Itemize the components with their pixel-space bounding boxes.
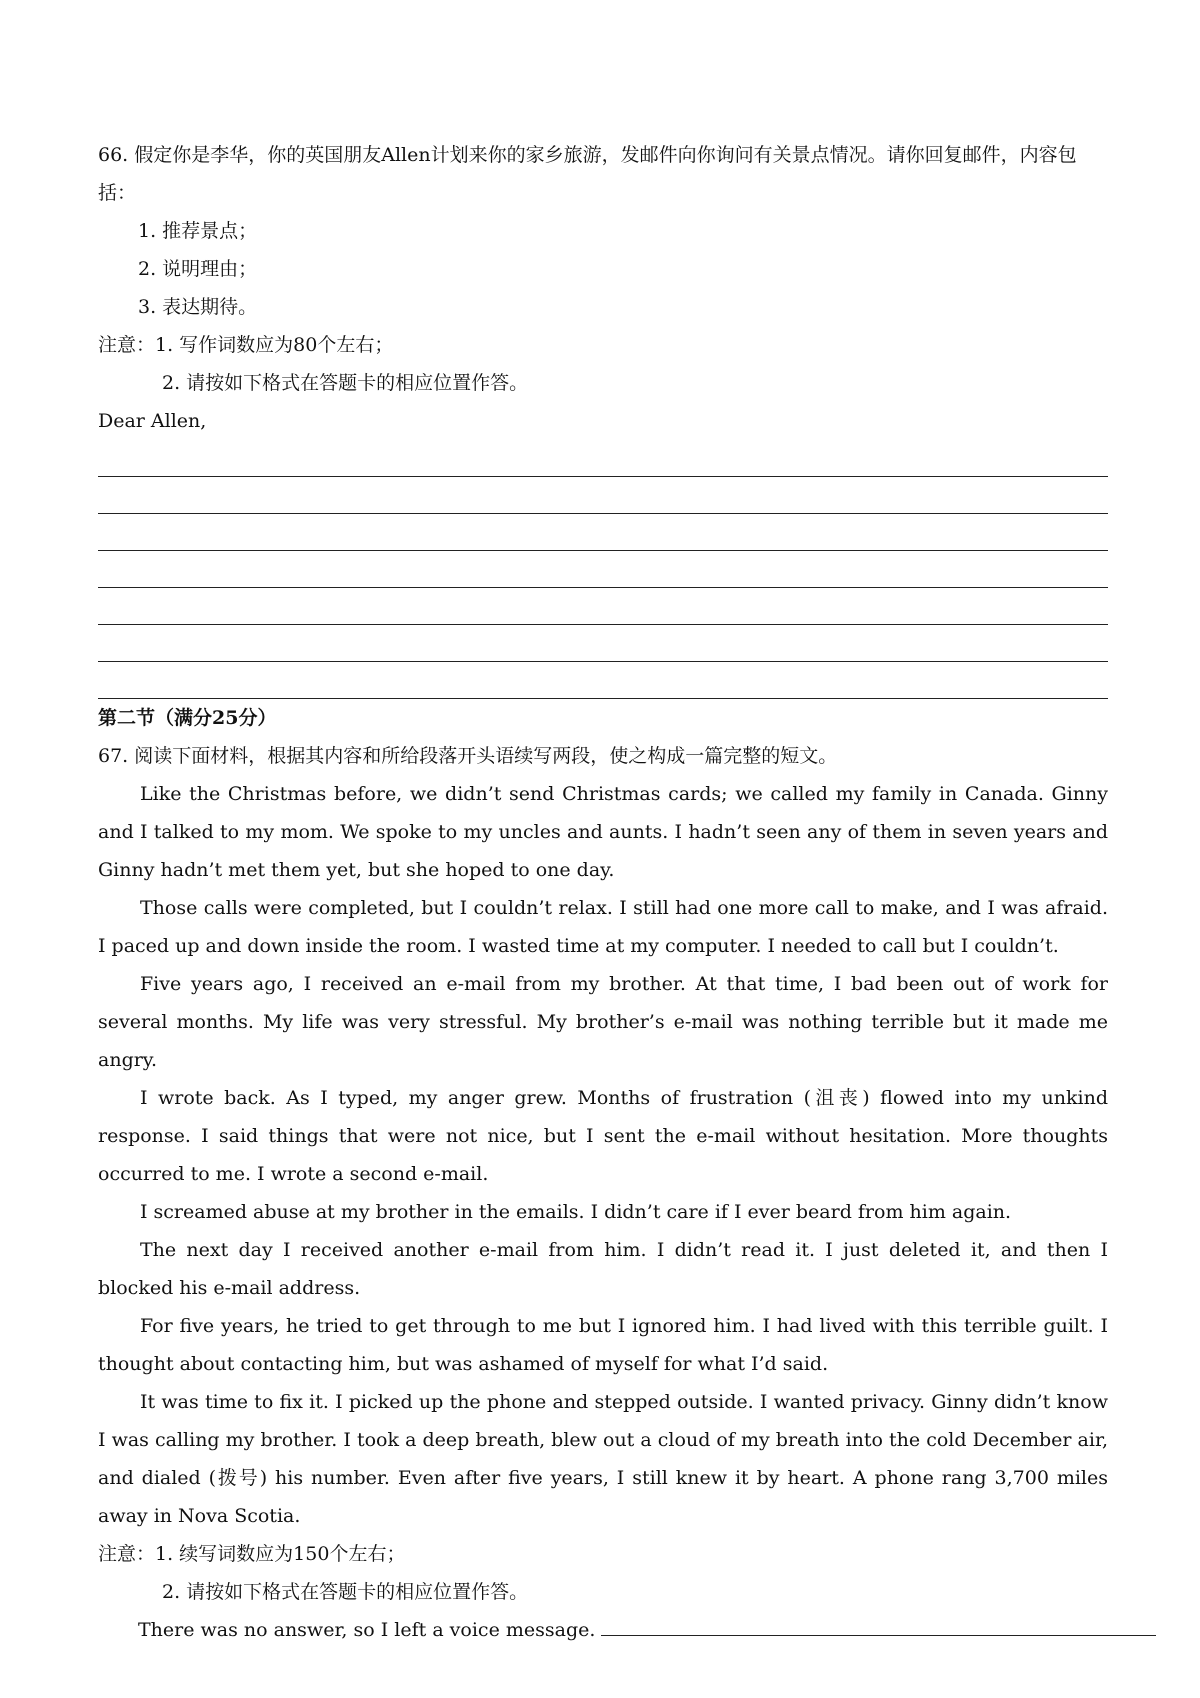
answer-line[interactable] bbox=[98, 625, 1108, 662]
answer-line[interactable] bbox=[98, 551, 1108, 588]
passage-paragraph-2: Those calls were completed, but I couldn’t relax. I still had one more call to make, and I was afraid. I paced up and down inside the room. I wasted time at my computer. I needed to call but I couldn’t. bbox=[98, 897, 1108, 957]
continuation-blank[interactable] bbox=[601, 1613, 1156, 1636]
passage-paragraph-4: I wrote back. As I typed, my anger grew. Months of frustration (沮丧) flowed into my unkind response. I said things that were not nice, but I sent the e-mail without hesitation. More thoughts occurred to me. I wrote a second e-mail. bbox=[98, 1087, 1108, 1185]
passage-paragraph-3: Five years ago, I received an e-mail from my brother. At that time, I bad been out of work for several months. My life was very stressful. My brother’s e-mail was nothing terrible but it made me angry. bbox=[98, 973, 1108, 1071]
q66-item-1: 1. 推荐景点； bbox=[138, 220, 258, 242]
passage-paragraph-8: It was time to fix it. I picked up the phone and stepped outside. I wanted privacy. Ginny didn’t know I was calling my brother. I took a deep breath, blew out a cloud of my breath into the cold December air, and dialed (拨号) his number. Even after five years, I still knew it by heart. A phone rang 3,700 miles away in Nova Scotia. bbox=[98, 1391, 1108, 1527]
q66-note-1 bbox=[98, 326, 1108, 364]
q67-note-2: 2. 请按如下格式在答题卡的相应位置作答。 bbox=[162, 1581, 529, 1603]
q66-greeting: Dear Allen, bbox=[98, 410, 207, 432]
q66-note-1-text: 1. 写作词数应为80个左右； bbox=[155, 334, 394, 356]
answer-line[interactable] bbox=[98, 662, 1108, 699]
q66-prompt: 66. 假定你是李华，你的英国朋友Allen计划来你的家乡旅游，发邮件向你询问有关景点情况。请你回复邮件，内容包括： bbox=[98, 144, 1077, 204]
passage-paragraph-5: I screamed abuse at my brother in the emails. I didn’t care if I ever beard from him again. bbox=[140, 1201, 1012, 1223]
answer-line[interactable] bbox=[98, 477, 1108, 514]
q67-note-1 bbox=[98, 1535, 1108, 1573]
q67-note-1-text: 1. 续写词数应为150个左右； bbox=[155, 1543, 406, 1565]
q67-starter: There was no answer, so I left a voice message. bbox=[138, 1619, 596, 1641]
q66-item-2: 2. 说明理由； bbox=[138, 258, 258, 280]
answer-line[interactable] bbox=[98, 588, 1108, 625]
passage-paragraph-1: Like the Christmas before, we didn’t send Christmas cards; we called my family in Canada. Ginny and I talked to my mom. We spoke to my uncles and aunts. I hadn’t seen any of them in seven years and Ginny hadn’t met them yet, but she hoped to one day. bbox=[98, 783, 1108, 881]
exam-page bbox=[98, 136, 1108, 1649]
q67-note-label: 注意： bbox=[98, 1543, 156, 1565]
section2-title: 第二节（满分25分） bbox=[98, 707, 277, 729]
passage-paragraph-7: For five years, he tried to get through to me but I ignored him. I had lived with this terrible guilt. I thought about contacting him, but was ashamed of myself for what I’d said. bbox=[98, 1315, 1108, 1375]
q66-note-2: 2. 请按如下格式在答题卡的相应位置作答。 bbox=[162, 372, 529, 394]
q66-item-3: 3. 表达期待。 bbox=[138, 296, 258, 318]
answer-line[interactable] bbox=[98, 514, 1108, 551]
q66-note-label: 注意： bbox=[98, 334, 156, 356]
answer-line[interactable] bbox=[98, 440, 1108, 477]
q67-prompt: 67. 阅读下面材料，根据其内容和所给段落开头语续写两段，使之构成一篇完整的短文。 bbox=[98, 745, 838, 767]
passage-paragraph-6: The next day I received another e-mail from him. I didn’t read it. I just deleted it, and then I blocked his e-mail address. bbox=[98, 1239, 1108, 1299]
answer-lines[interactable] bbox=[98, 440, 1108, 699]
q67-starter-line bbox=[98, 1611, 1108, 1649]
